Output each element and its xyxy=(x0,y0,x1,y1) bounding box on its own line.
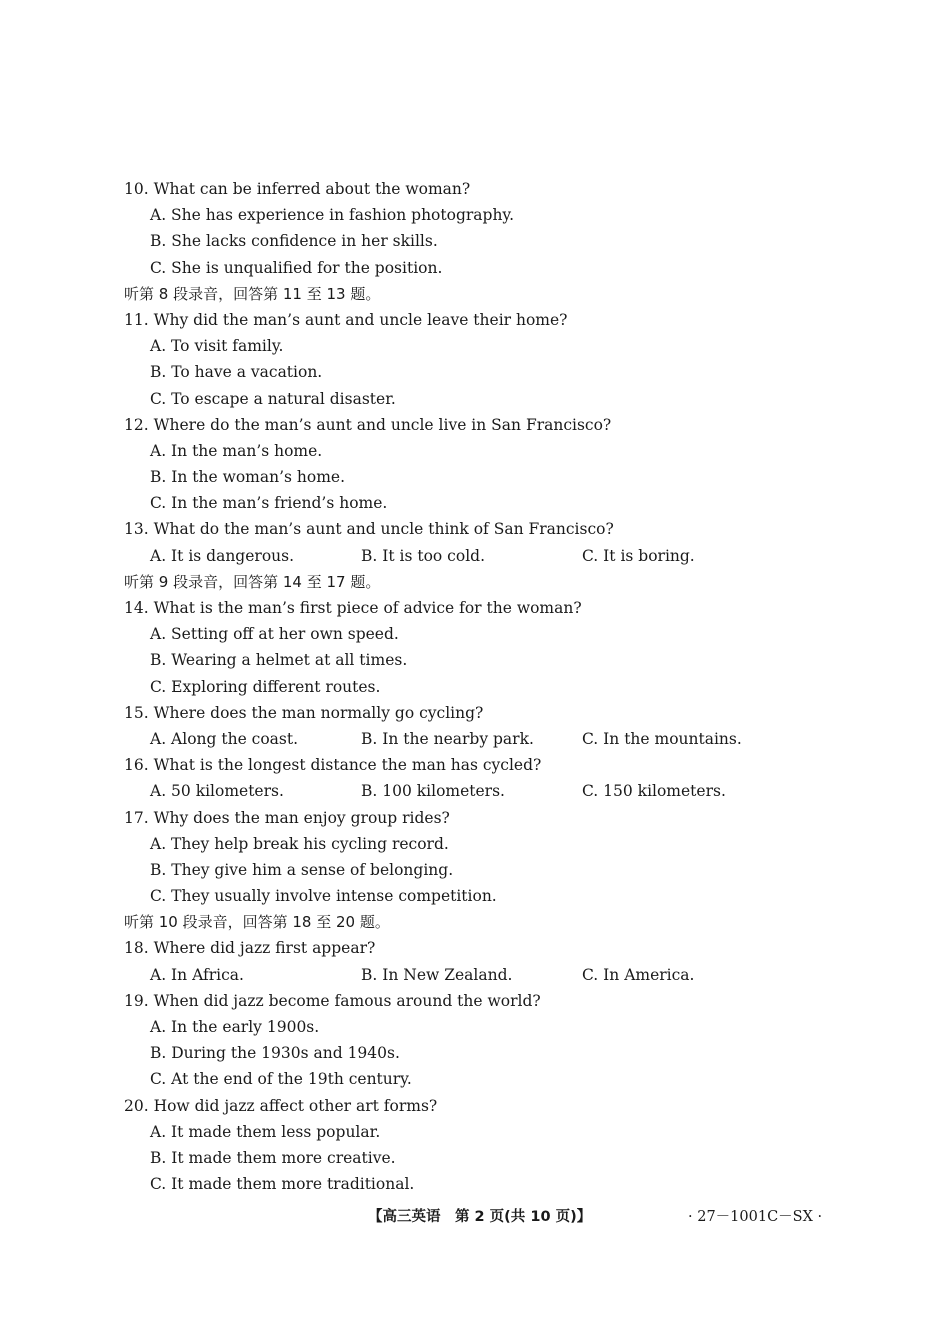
answer-option: C. To escape a natural disaster. xyxy=(150,389,396,408)
answer-option: B. In the woman’s home. xyxy=(150,468,346,487)
option-b: B. In the nearby park. xyxy=(361,729,534,748)
answer-option: A. In the early 1900s. xyxy=(150,1018,320,1036)
option-a: A. It is dangerous. xyxy=(150,546,295,565)
section-instruction: 听第 8 段录音，回答第 11 至 13 题。 xyxy=(124,284,381,303)
question-stem: 10. What can be inferred about the woman? xyxy=(124,180,471,198)
question-stem: 19. When did jazz become famous around the world? xyxy=(124,991,541,1010)
option-row xyxy=(124,778,824,804)
option-a: A. In Africa. xyxy=(150,965,244,984)
section-instruction: 听第 10 段录音，回答第 18 至 20 题。 xyxy=(124,913,390,932)
option-b: B. It is too cold. xyxy=(361,546,485,565)
option-b: B. 100 kilometers. xyxy=(361,782,505,801)
option-row xyxy=(124,962,824,988)
answer-option: C. She is unqualified for the position. xyxy=(150,258,443,277)
answer-option: C. They usually involve intense competition. xyxy=(150,887,497,906)
option-c: C. In America. xyxy=(582,965,695,984)
answer-option: A. She has experience in fashion photography. xyxy=(150,206,515,225)
question-stem: 14. What is the man’s first piece of advice for the woman? xyxy=(124,599,582,617)
option-c: C. It is boring. xyxy=(582,546,695,565)
question-list xyxy=(124,176,824,1197)
option-b: B. In New Zealand. xyxy=(361,965,513,984)
answer-option: C. It made them more traditional. xyxy=(150,1175,415,1194)
question-stem: 17. Why does the man enjoy group rides? xyxy=(124,808,450,827)
option-c: C. In the mountains. xyxy=(582,729,742,748)
answer-option: B. Wearing a helmet at all times. xyxy=(150,651,408,670)
answer-option: A. It made them less popular. xyxy=(150,1122,381,1141)
question-stem: 11. Why did the man’s aunt and uncle leave their home? xyxy=(124,310,568,329)
answer-option: C. In the man’s friend’s home. xyxy=(150,494,388,513)
question-stem: 15. Where does the man normally go cycling? xyxy=(124,703,484,722)
answer-option: B. To have a vacation. xyxy=(150,363,323,382)
answer-option: B. They give him a sense of belonging. xyxy=(150,860,454,879)
page-footer-label: 【高三英语 第 2 页(共 10 页)】 xyxy=(368,1209,592,1225)
option-a: A. Along the coast. xyxy=(150,729,299,748)
option-row xyxy=(124,726,824,752)
question-stem: 12. Where do the man’s aunt and uncle live in San Francisco? xyxy=(124,415,612,434)
answer-option: B. During the 1930s and 1940s. xyxy=(150,1044,400,1063)
question-stem: 20. How did jazz affect other art forms? xyxy=(124,1096,438,1115)
option-c: C. 150 kilometers. xyxy=(582,782,726,801)
answer-option: B. It made them more creative. xyxy=(150,1148,396,1167)
question-stem: 13. What do the man’s aunt and uncle think of San Francisco? xyxy=(124,520,614,539)
answer-option: A. They help break his cycling record. xyxy=(150,834,449,853)
option-row xyxy=(124,543,824,569)
question-stem: 18. Where did jazz first appear? xyxy=(124,939,376,958)
section-instruction: 听第 9 段录音，回答第 14 至 17 题。 xyxy=(124,572,381,591)
answer-option: A. Setting off at her own speed. xyxy=(150,625,399,644)
answer-option: C. Exploring different routes. xyxy=(150,677,381,696)
paper-code: · 27－1001C－SX · xyxy=(688,1209,823,1225)
answer-option: B. She lacks confidence in her skills. xyxy=(150,232,438,251)
question-stem: 16. What is the longest distance the man has cycled? xyxy=(124,756,542,775)
answer-option: A. To visit family. xyxy=(150,337,284,356)
option-a: A. 50 kilometers. xyxy=(150,782,284,801)
answer-option: A. In the man’s home. xyxy=(150,441,323,460)
answer-option: C. At the end of the 19th century. xyxy=(150,1070,412,1089)
